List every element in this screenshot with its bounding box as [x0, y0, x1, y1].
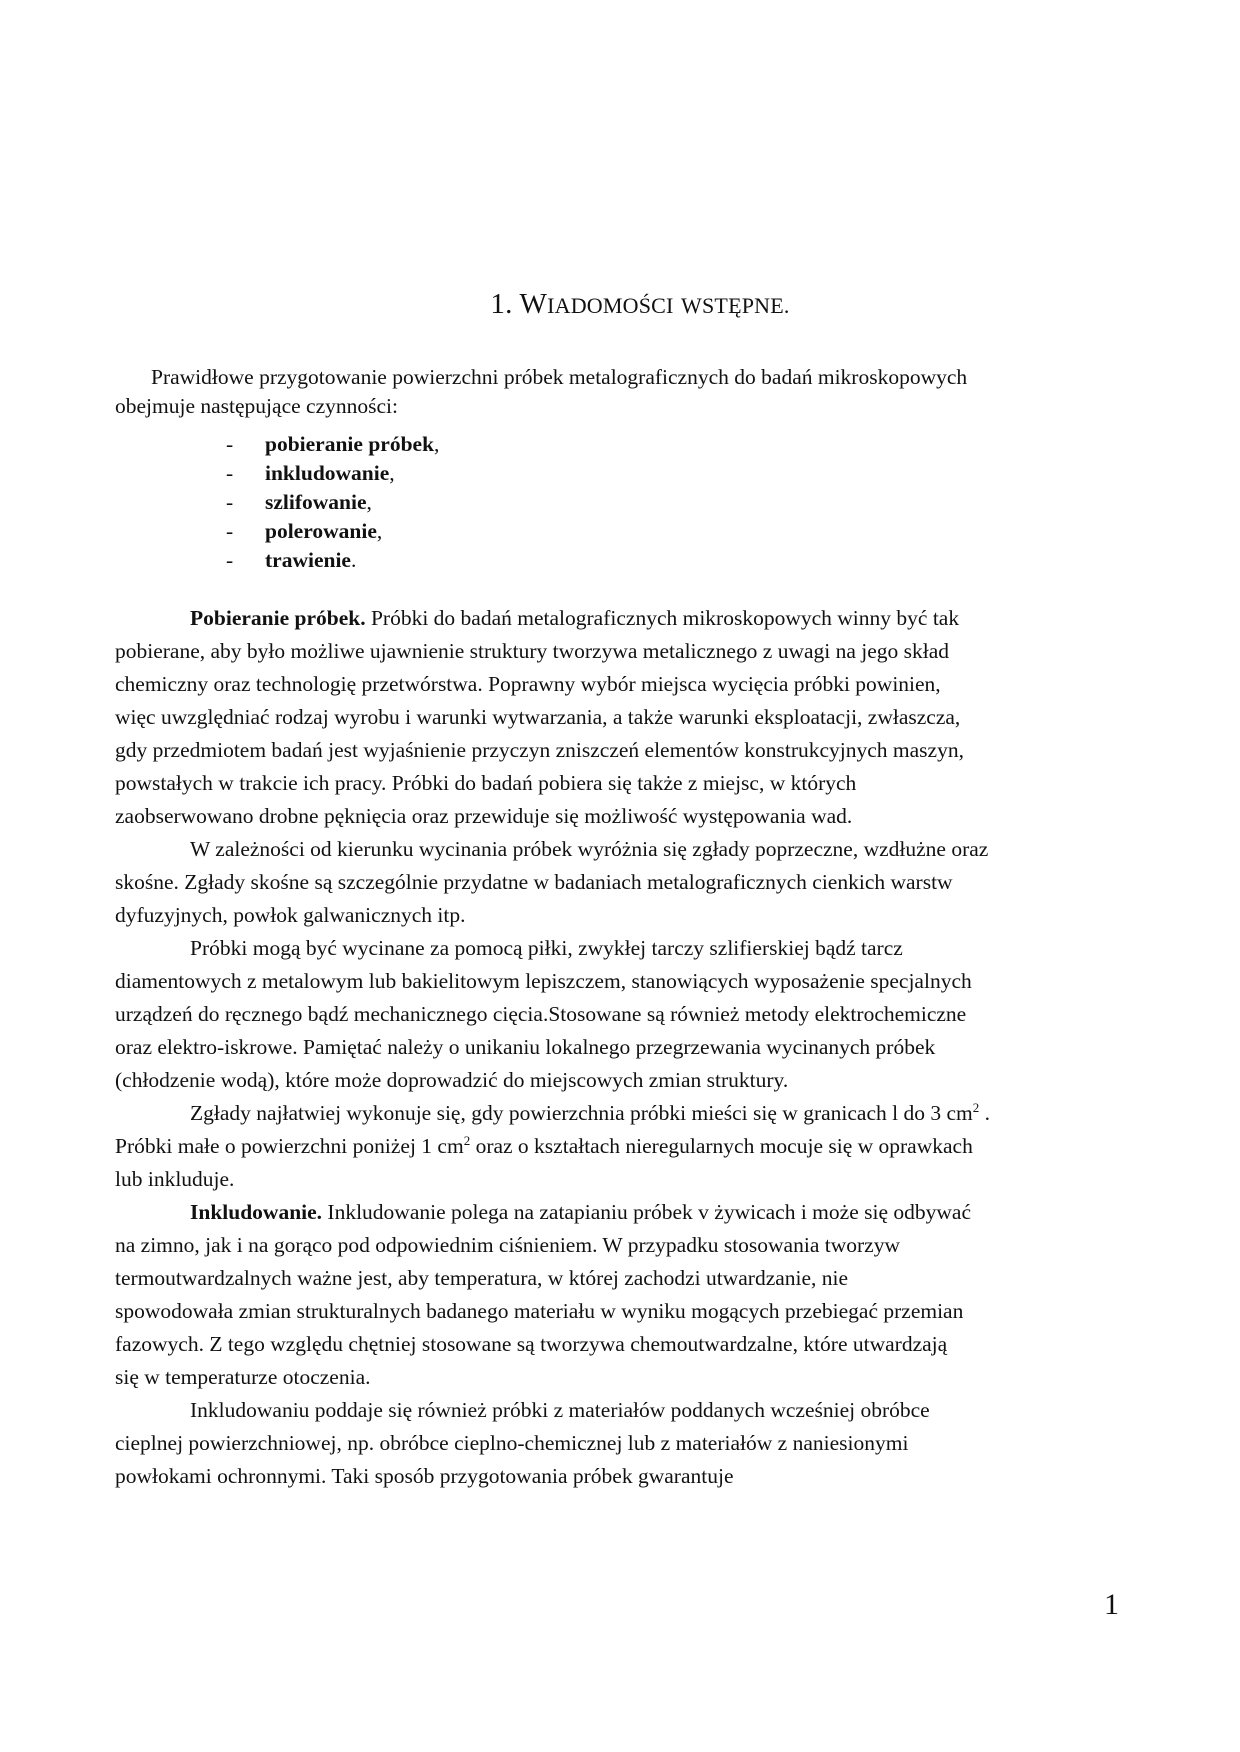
pobieranie-line: więc uwzględniać rodzaj wyrobu i warunki wytwarzania, a także warunki eksploatacji, zwłaszcza,: [115, 705, 961, 729]
inkludowanie-line: na zimno, jak i na gorąco pod odpowiednim ciśnieniem. W przypadku stosowania tworzyw: [115, 1233, 900, 1257]
inkludowanie2-line: powłokami ochronnymi. Taki sposób przygotowania próbek gwarantuje: [115, 1464, 734, 1488]
inkludowanie2-line: cieplnej powierzchniowej, np. obróbce cieplno-chemicznej lub z materiałów z naniesionymi: [115, 1431, 909, 1455]
inkludowanie-line: się w temperaturze otoczenia.: [115, 1365, 371, 1389]
superscript: 2: [463, 1132, 471, 1148]
intro-line-1: Prawidłowe przygotowanie powierzchni próbek metalograficznych do badań mikroskopowych: [151, 365, 968, 389]
page-number: 1: [1104, 1588, 1119, 1621]
body-text: [115, 602, 1125, 1493]
wymiary-end: .: [979, 1101, 990, 1125]
section-heading: [0, 288, 1240, 321]
list-item: - trawienie .: [226, 546, 439, 575]
list-item: - szlifowanie ,: [226, 488, 439, 517]
pobieranie-title: Pobieranie próbek.: [190, 606, 366, 630]
step-label: inkludowanie: [265, 461, 390, 485]
step-punct: ,: [389, 461, 395, 485]
wycinanie-line: Próbki mogą być wycinane za pomocą piłki, zwykłej tarczy szlifierskiej bądź tarcz: [190, 936, 903, 960]
step-punct: ,: [366, 490, 372, 514]
heading-word-rest: IADOMOŚCI: [547, 293, 674, 318]
list-item: - polerowanie ,: [226, 517, 439, 546]
step-label: trawienie: [265, 548, 351, 572]
inkludowanie-line: termoutwardzalnych ważne jest, aby temperatura, w której zachodzi utwardzanie, nie: [115, 1266, 849, 1290]
zglady-line: dyfuzyjnych, powłok galwanicznych itp.: [115, 903, 466, 927]
intro-line-2: obejmuje następujące czynności:: [115, 394, 398, 418]
pobieranie-line: pobierane, aby było możliwe ujawnienie struktury tworzywa metalicznego z uwagi na jego skład: [115, 639, 950, 663]
pobieranie-line: powstałych w trakcie ich pracy. Próbki do badań pobiera się także z miejsc, w których: [115, 771, 857, 795]
steps-list: [226, 430, 439, 575]
inkludowanie-line: spowodowała zmian strukturalnych badanego materiału w wyniku mogących przebiegać przemian: [115, 1299, 964, 1323]
heading-first-letter: W: [519, 288, 548, 320]
wymiary-text: Próbki małe o powierzchni poniżej 1 cm: [115, 1134, 464, 1158]
wymiary-text: Zgłady najłatwiej wykonuje się, gdy powierzchnia próbki mieści się w granicach l do 3 cm: [190, 1101, 973, 1125]
intro-paragraph: [115, 361, 1125, 423]
wymiary-line: [115, 1097, 1125, 1130]
inkludowanie-line: [115, 1196, 1125, 1229]
wycinanie-line: oraz elektro-iskrowe. Pamiętać należy o unikaniu lokalnego przegrzewania wycinanych próbek: [115, 1035, 936, 1059]
list-item: - pobieranie próbek ,: [226, 430, 439, 459]
pobieranie-line: chemiczny oraz technologię przetwórstwa. Poprawny wybór miejsca wycięcia próbki powinien,: [115, 672, 941, 696]
wycinanie-line: (chłodzenie wodą), które może doprowadzić do miejscowych zmian struktury.: [115, 1068, 789, 1092]
heading-second-word: WSTĘPNE.: [681, 293, 790, 318]
inkludowanie-title: Inkludowanie.: [190, 1200, 323, 1224]
zglady-line: skośne. Zgłady skośne są szczególnie przydatne w badaniach metalograficznych cienkich warstw: [115, 870, 953, 894]
step-label: polerowanie: [265, 519, 377, 543]
wycinanie-line: urządzeń do ręcznego bądź mechanicznego cięcia.Stosowane są również metody elektrochemiczne: [115, 1002, 967, 1026]
wymiary-text: oraz o kształtach nieregularnych mocuje się w oprawkach: [470, 1134, 973, 1158]
wycinanie-line: diamentowych z metalowym lub bakielitowym lepiszczem, stanowiących wyposażenie specjalnych: [115, 969, 972, 993]
step-label: pobieranie próbek: [265, 432, 435, 456]
pobieranie-line: [115, 602, 1125, 635]
wymiary-line: [115, 1130, 1125, 1163]
step-punct: ,: [376, 519, 383, 543]
superscript: 2: [972, 1099, 980, 1115]
step-label: szlifowanie: [265, 490, 367, 514]
inkludowanie-line: fazowych. Z tego względu chętniej stosowane są tworzywa chemoutwardzalne, które utwardzają: [115, 1332, 948, 1356]
heading-number: 1.: [490, 288, 513, 320]
pobieranie-first-line: Próbki do badań metalograficznych mikroskopowych winny być tak: [365, 606, 960, 630]
list-item: - inkludowanie ,: [226, 459, 439, 488]
step-punct: ,: [434, 432, 440, 456]
zglady-line: W zależności od kierunku wycinania próbek wyróżnia się zgłady poprzeczne, wzdłużne oraz: [190, 837, 989, 861]
pobieranie-line: gdy przedmiotem badań jest wyjaśnienie przyczyn zniszczeń elementów konstrukcyjnych maszyn,: [115, 738, 964, 762]
pobieranie-line: zaobserwowano drobne pęknięcia oraz przewiduje się możliwość występowania wad.: [115, 804, 853, 828]
step-punct: .: [350, 548, 357, 572]
wymiary-line: lub inkluduje.: [115, 1167, 235, 1191]
inkludowanie2-line: Inkludowaniu poddaje się również próbki z materiałów poddanych wcześniej obróbce: [190, 1398, 930, 1422]
inkludowanie-first-line: Inkludowanie polega na zatapianiu próbek v żywicach i może się odbywać: [322, 1200, 971, 1224]
